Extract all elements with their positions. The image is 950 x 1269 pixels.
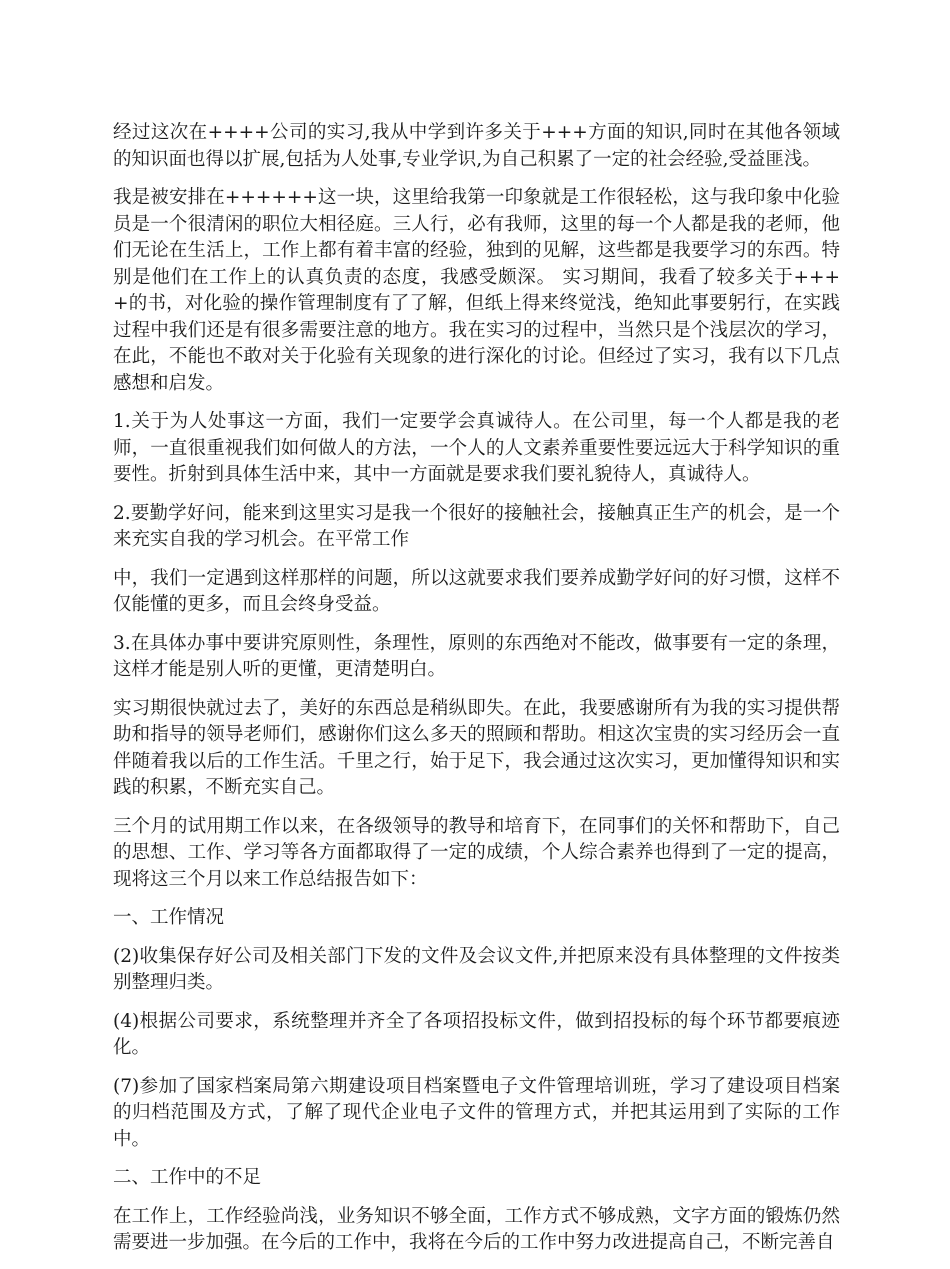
paragraph: 中，我们一定遇到这样那样的问题，所以这就要求我们要养成勤学好问的好习惯，这样不仅能懂的更多，而且会终身受益。 bbox=[113, 567, 840, 615]
paragraph: (2)收集保存好公司及相关部门下发的文件及会议文件,并把原来没有具体整理的文件按类别整理归类。 bbox=[113, 945, 840, 993]
section-heading: 二、工作中的不足 bbox=[113, 1167, 262, 1188]
paragraph: 实习期很快就过去了，美好的东西总是稍纵即失。在此，我要感谢所有为我的实习提供帮助和指导的领导老师们，感谢你们这么多天的照顾和帮助。相这次宝贵的实习经历会一直伴随着我以后的工作生活。千里之行，始于足下，我会通过这次实习，更加懂得知识和实践的积累，不断充实自己。 bbox=[113, 697, 840, 798]
paragraph: 3.在具体办事中要讲究原则性，条理性，原则的东西绝对不能改，做事要有一定的条理，这样才能是别人听的更懂，更清楚明白。 bbox=[113, 632, 840, 680]
paragraph: 在工作上，工作经验尚浅，业务知识不够全面，工作方式不够成熟，文字方面的锻炼仍然需要进一步加强。在今后的工作中，我将在今后的工作中努力改进提高自己，不断完善自 bbox=[113, 1205, 840, 1253]
paragraph: 我是被安排在++++++这一块，这里给我第一印象就是工作很轻松，这与我印象中化验员是一个很清闲的职位大相径庭。三人行，必有我师，这里的每一个人都是我的老师，他们无论在生活上，工作上都有着丰富的经验，独到的见解，这些都是我要学习的东西。特别是他们在工作上的认真负责的态度，我感受颇深。 实习期间，我看了较多关于++++的书，对化验的操作管理制度有了了解，但纸上得来终觉浅，绝知此事要躬行，在实践过程中我们还是有很多需要注意的地方。我在实习的过程中，当然只是个浅层次的学习，在此，不能也不敢对关于化验有关现象的进行深化的讨论。但经过了实习，我有以下几点感想和启发。 bbox=[113, 187, 840, 394]
paragraph: 1.关于为人处事这一方面，我们一定要学会真诚待人。在公司里，每一个人都是我的老师，一直很重视我们如何做人的方法，一个人的人文素养重要性要远远大于科学知识的重要性。折射到具体生活中来，其中一方面就是要求我们要礼貌待人，真诚待人。 bbox=[113, 411, 840, 485]
paragraph: 三个月的试用期工作以来，在各级领导的教导和培育下，在同事们的关怀和帮助下，自己的思想、工作、学习等各方面都取得了一定的成绩，个人综合素养也得到了一定的提高，现将这三个月以来工作总结报告如下： bbox=[113, 815, 840, 890]
document-body bbox=[113, 120, 840, 1269]
section-heading: 一、工作情况 bbox=[113, 907, 225, 928]
paragraph: (4)根据公司要求，系统整理并齐全了各项招投标文件，做到招投标的每个环节都要痕迹化。 bbox=[113, 1010, 840, 1058]
paragraph: (7)参加了国家档案局第六期建设项目档案暨电子文件管理培训班，学习了建设项目档案的归档范围及方式，了解了现代企业电子文件的管理方式，并把其运用到了实际的工作中。 bbox=[113, 1075, 840, 1150]
paragraph: 2.要勤学好问，能来到这里实习是我一个很好的接触社会，接触真正生产的机会，是一个来充实自我的学习机会。在平常工作 bbox=[113, 502, 840, 550]
paragraph: 经过这次在++++公司的实习,我从中学到许多关于+++方面的知识,同时在其他各领域的知识面也得以扩展,包括为人处事,专业学识,为自己积累了一定的社会经验,受益匪浅。 bbox=[113, 122, 840, 170]
